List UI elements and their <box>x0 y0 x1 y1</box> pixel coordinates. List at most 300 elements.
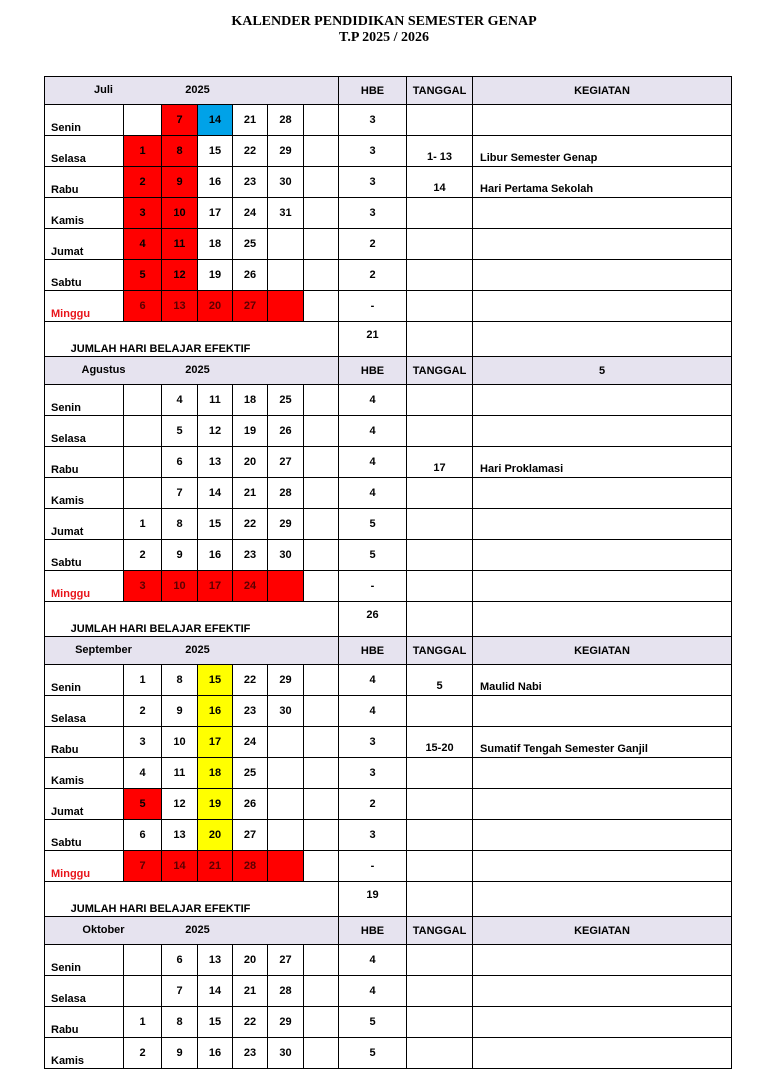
hbe-cell: 3 <box>339 105 407 136</box>
date-cell: 11 <box>198 385 233 416</box>
date-cell <box>304 260 339 291</box>
date-cell: 4 <box>162 385 198 416</box>
day-name: Jumat <box>45 229 124 260</box>
tanggal-cell <box>407 478 473 509</box>
date-cell: 13 <box>198 945 233 976</box>
date-cell: 3 <box>124 571 162 602</box>
date-cell: 30 <box>268 696 304 727</box>
date-cell: 27 <box>233 291 268 322</box>
hbe-cell: 5 <box>339 509 407 540</box>
date-cell: 29 <box>268 665 304 696</box>
date-cell: 21 <box>233 478 268 509</box>
hbe-cell: 3 <box>339 136 407 167</box>
date-cell: 3 <box>124 727 162 758</box>
day-name: Kamis <box>45 1038 124 1069</box>
tanggal-cell: 1- 13 <box>407 136 473 167</box>
date-cell <box>304 291 339 322</box>
date-cell: 28 <box>268 976 304 1007</box>
date-cell: 31 <box>268 198 304 229</box>
kegiatan-cell <box>473 851 732 882</box>
date-cell: 5 <box>162 416 198 447</box>
tanggal-cell <box>407 945 473 976</box>
hbe-cell: 3 <box>339 820 407 851</box>
date-cell: 22 <box>233 665 268 696</box>
kegiatan-header: KEGIATAN <box>473 917 732 945</box>
date-cell: 24 <box>233 727 268 758</box>
day-row <box>45 229 732 260</box>
date-cell: 25 <box>233 758 268 789</box>
hbe-cell: 4 <box>339 447 407 478</box>
date-cell <box>304 105 339 136</box>
day-row <box>45 291 732 322</box>
date-cell: 10 <box>162 571 198 602</box>
date-cell <box>124 976 162 1007</box>
day-name: Rabu <box>45 1007 124 1038</box>
date-cell <box>304 198 339 229</box>
kegiatan-cell: Libur Semester Genap <box>473 136 732 167</box>
summary-row <box>45 322 732 357</box>
hbe-cell: 3 <box>339 727 407 758</box>
date-cell: 29 <box>268 509 304 540</box>
day-row <box>45 478 732 509</box>
tanggal-cell: 14 <box>407 167 473 198</box>
summary-tanggal <box>407 322 473 357</box>
hbe-cell: 4 <box>339 696 407 727</box>
day-row <box>45 1038 732 1069</box>
date-cell: 15 <box>198 665 233 696</box>
tanggal-cell <box>407 105 473 136</box>
day-name: Selasa <box>45 136 124 167</box>
kegiatan-cell <box>473 945 732 976</box>
date-cell: 13 <box>162 291 198 322</box>
day-name: Sabtu <box>45 540 124 571</box>
date-cell: 26 <box>233 260 268 291</box>
day-row <box>45 540 732 571</box>
hbe-cell: 5 <box>339 540 407 571</box>
date-cell <box>304 851 339 882</box>
date-cell <box>304 571 339 602</box>
date-cell: 21 <box>198 851 233 882</box>
date-cell <box>268 789 304 820</box>
summary-label: JUMLAH HARI BELAJAR EFEKTIF <box>45 602 339 637</box>
date-cell <box>124 416 162 447</box>
kegiatan-cell <box>473 571 732 602</box>
hbe-cell: 4 <box>339 976 407 1007</box>
kegiatan-cell <box>473 1038 732 1069</box>
date-cell: 28 <box>268 478 304 509</box>
hbe-cell: 3 <box>339 167 407 198</box>
tanggal-cell <box>407 291 473 322</box>
date-cell: 2 <box>124 540 162 571</box>
day-name: Kamis <box>45 758 124 789</box>
tanggal-cell <box>407 260 473 291</box>
hbe-cell: 3 <box>339 758 407 789</box>
tanggal-header: TANGGAL <box>407 357 473 385</box>
date-cell: 6 <box>162 447 198 478</box>
date-cell <box>268 851 304 882</box>
kegiatan-header: KEGIATAN <box>473 637 732 665</box>
kegiatan-cell <box>473 385 732 416</box>
tanggal-cell <box>407 540 473 571</box>
kegiatan-cell <box>473 198 732 229</box>
document-title: KALENDER PENDIDIKAN SEMESTER GENAP <box>231 14 537 29</box>
kegiatan-cell <box>473 291 732 322</box>
month-header <box>45 357 339 385</box>
tanggal-header: TANGGAL <box>407 637 473 665</box>
day-name: Minggu <box>45 571 124 602</box>
date-cell: 16 <box>198 696 233 727</box>
calendar-table <box>44 76 732 1069</box>
date-cell: 7 <box>162 478 198 509</box>
tanggal-cell <box>407 1007 473 1038</box>
date-cell: 14 <box>162 851 198 882</box>
day-row <box>45 665 732 696</box>
date-cell: 10 <box>162 727 198 758</box>
tanggal-cell <box>407 571 473 602</box>
tanggal-header: TANGGAL <box>407 77 473 105</box>
hbe-cell: 2 <box>339 260 407 291</box>
summary-total: 21 <box>339 322 407 357</box>
date-cell <box>124 385 162 416</box>
date-cell: 15 <box>198 136 233 167</box>
day-row <box>45 105 732 136</box>
date-cell: 4 <box>124 229 162 260</box>
date-cell <box>304 789 339 820</box>
kegiatan-cell <box>473 105 732 136</box>
date-cell: 18 <box>198 229 233 260</box>
day-row <box>45 976 732 1007</box>
date-cell <box>304 976 339 1007</box>
date-cell: 17 <box>198 727 233 758</box>
month-year: 2025 <box>185 84 210 96</box>
day-row <box>45 851 732 882</box>
date-cell: 5 <box>124 789 162 820</box>
date-cell: 3 <box>124 198 162 229</box>
date-cell: 20 <box>233 945 268 976</box>
kegiatan-cell <box>473 478 732 509</box>
date-cell: 25 <box>268 385 304 416</box>
day-row <box>45 416 732 447</box>
date-cell <box>304 1038 339 1069</box>
day-name: Selasa <box>45 976 124 1007</box>
day-name: Jumat <box>45 789 124 820</box>
date-cell: 9 <box>162 1038 198 1069</box>
date-cell <box>304 665 339 696</box>
date-cell: 30 <box>268 540 304 571</box>
tanggal-cell <box>407 1038 473 1069</box>
kegiatan-cell: Maulid Nabi <box>473 665 732 696</box>
date-cell: 22 <box>233 1007 268 1038</box>
hbe-cell: 4 <box>339 385 407 416</box>
kegiatan-cell <box>473 758 732 789</box>
date-cell: 12 <box>198 416 233 447</box>
month-name: Agustus <box>81 364 126 376</box>
kegiatan-cell: Hari Proklamasi <box>473 447 732 478</box>
day-name: Jumat <box>45 509 124 540</box>
month-header <box>45 637 339 665</box>
summary-kegiatan <box>473 602 732 637</box>
hbe-header: HBE <box>339 357 407 385</box>
hbe-cell: - <box>339 291 407 322</box>
date-cell <box>124 105 162 136</box>
date-cell: 16 <box>198 1038 233 1069</box>
kegiatan-cell: Hari Pertama Sekolah <box>473 167 732 198</box>
summary-total: 26 <box>339 602 407 637</box>
date-cell: 29 <box>268 1007 304 1038</box>
hbe-cell: - <box>339 571 407 602</box>
day-row <box>45 571 732 602</box>
date-cell: 17 <box>198 198 233 229</box>
summary-total: 19 <box>339 882 407 917</box>
date-cell: 2 <box>124 696 162 727</box>
tanggal-cell: 5 <box>407 665 473 696</box>
date-cell: 26 <box>233 789 268 820</box>
date-cell: 27 <box>233 820 268 851</box>
date-cell: 22 <box>233 509 268 540</box>
month-header-row <box>45 357 732 385</box>
date-cell <box>124 945 162 976</box>
date-cell <box>268 260 304 291</box>
month-year: 2025 <box>185 644 210 656</box>
date-cell <box>268 229 304 260</box>
tanggal-cell <box>407 696 473 727</box>
hbe-cell: 5 <box>339 1038 407 1069</box>
date-cell: 11 <box>162 758 198 789</box>
date-cell: 25 <box>233 229 268 260</box>
date-cell <box>304 167 339 198</box>
kegiatan-cell <box>473 976 732 1007</box>
summary-tanggal <box>407 602 473 637</box>
day-name: Rabu <box>45 167 124 198</box>
date-cell: 7 <box>162 976 198 1007</box>
day-name: Senin <box>45 945 124 976</box>
date-cell: 12 <box>162 789 198 820</box>
date-cell: 5 <box>124 260 162 291</box>
date-cell: 4 <box>124 758 162 789</box>
date-cell: 23 <box>233 540 268 571</box>
tanggal-cell <box>407 385 473 416</box>
kegiatan-cell <box>473 509 732 540</box>
tanggal-cell: 15-20 <box>407 727 473 758</box>
tanggal-cell <box>407 851 473 882</box>
day-row <box>45 167 732 198</box>
date-cell: 21 <box>233 105 268 136</box>
date-cell: 9 <box>162 540 198 571</box>
date-cell: 8 <box>162 509 198 540</box>
day-name: Kamis <box>45 198 124 229</box>
tanggal-cell <box>407 758 473 789</box>
date-cell: 6 <box>162 945 198 976</box>
summary-label: JUMLAH HARI BELAJAR EFEKTIF <box>45 882 339 917</box>
date-cell <box>304 945 339 976</box>
day-row <box>45 696 732 727</box>
date-cell <box>268 758 304 789</box>
date-cell: 24 <box>233 571 268 602</box>
hbe-cell: 4 <box>339 416 407 447</box>
date-cell: 23 <box>233 167 268 198</box>
date-cell: 16 <box>198 540 233 571</box>
day-row <box>45 136 732 167</box>
month-header-row <box>45 637 732 665</box>
date-cell: 18 <box>198 758 233 789</box>
date-cell: 1 <box>124 509 162 540</box>
summary-label: JUMLAH HARI BELAJAR EFEKTIF <box>45 322 339 357</box>
kegiatan-cell <box>473 260 732 291</box>
tanggal-cell <box>407 198 473 229</box>
date-cell: 27 <box>268 447 304 478</box>
day-name: Senin <box>45 385 124 416</box>
date-cell <box>304 509 339 540</box>
day-name: Selasa <box>45 416 124 447</box>
date-cell: 18 <box>233 385 268 416</box>
day-name: Sabtu <box>45 820 124 851</box>
date-cell <box>304 478 339 509</box>
hbe-header: HBE <box>339 77 407 105</box>
date-cell: 29 <box>268 136 304 167</box>
summary-tanggal <box>407 882 473 917</box>
hbe-cell: 4 <box>339 665 407 696</box>
day-name: Rabu <box>45 727 124 758</box>
date-cell: 7 <box>162 105 198 136</box>
date-cell: 9 <box>162 696 198 727</box>
date-cell: 20 <box>198 820 233 851</box>
day-row <box>45 260 732 291</box>
date-cell <box>268 727 304 758</box>
date-cell: 13 <box>198 447 233 478</box>
date-cell: 30 <box>268 1038 304 1069</box>
date-cell: 28 <box>233 851 268 882</box>
date-cell <box>304 136 339 167</box>
hbe-cell: 3 <box>339 198 407 229</box>
date-cell: 7 <box>124 851 162 882</box>
hbe-header: HBE <box>339 637 407 665</box>
tanggal-cell <box>407 820 473 851</box>
date-cell: 11 <box>162 229 198 260</box>
tanggal-cell <box>407 416 473 447</box>
date-cell <box>124 447 162 478</box>
month-name: Juli <box>94 84 113 96</box>
kegiatan-header: 5 <box>473 357 732 385</box>
month-header <box>45 77 339 105</box>
date-cell: 15 <box>198 1007 233 1038</box>
kegiatan-cell: Sumatif Tengah Semester Ganjil <box>473 727 732 758</box>
tanggal-cell: 17 <box>407 447 473 478</box>
kegiatan-cell <box>473 789 732 820</box>
date-cell: 26 <box>268 416 304 447</box>
date-cell <box>304 229 339 260</box>
date-cell <box>124 478 162 509</box>
month-header-row <box>45 77 732 105</box>
day-row <box>45 758 732 789</box>
kegiatan-cell <box>473 416 732 447</box>
date-cell <box>304 1007 339 1038</box>
day-name: Minggu <box>45 291 124 322</box>
date-cell: 19 <box>233 416 268 447</box>
date-cell <box>304 416 339 447</box>
hbe-header: HBE <box>339 917 407 945</box>
date-cell: 19 <box>198 260 233 291</box>
date-cell: 24 <box>233 198 268 229</box>
kegiatan-header: KEGIATAN <box>473 77 732 105</box>
date-cell <box>268 820 304 851</box>
month-header-row <box>45 917 732 945</box>
day-row <box>45 509 732 540</box>
date-cell <box>304 447 339 478</box>
tanggal-header: TANGGAL <box>407 917 473 945</box>
kegiatan-cell <box>473 540 732 571</box>
day-name: Sabtu <box>45 260 124 291</box>
date-cell: 20 <box>198 291 233 322</box>
day-row <box>45 385 732 416</box>
kegiatan-cell <box>473 229 732 260</box>
month-header <box>45 917 339 945</box>
day-row <box>45 198 732 229</box>
date-cell: 21 <box>233 976 268 1007</box>
hbe-cell: 2 <box>339 229 407 260</box>
kegiatan-cell <box>473 820 732 851</box>
date-cell: 12 <box>162 260 198 291</box>
date-cell <box>268 291 304 322</box>
day-name: Rabu <box>45 447 124 478</box>
date-cell: 14 <box>198 976 233 1007</box>
date-cell: 8 <box>162 136 198 167</box>
date-cell: 23 <box>233 1038 268 1069</box>
day-row <box>45 789 732 820</box>
date-cell <box>304 385 339 416</box>
date-cell: 10 <box>162 198 198 229</box>
date-cell: 27 <box>268 945 304 976</box>
date-cell: 28 <box>268 105 304 136</box>
day-row <box>45 820 732 851</box>
date-cell <box>268 571 304 602</box>
hbe-cell: 4 <box>339 945 407 976</box>
day-name: Selasa <box>45 696 124 727</box>
date-cell <box>304 758 339 789</box>
date-cell: 1 <box>124 136 162 167</box>
summary-row <box>45 602 732 637</box>
kegiatan-cell <box>473 1007 732 1038</box>
day-row <box>45 447 732 478</box>
hbe-cell: 4 <box>339 478 407 509</box>
date-cell: 1 <box>124 1007 162 1038</box>
document-subtitle: T.P 2025 / 2026 <box>339 30 429 45</box>
date-cell: 2 <box>124 1038 162 1069</box>
tanggal-cell <box>407 976 473 1007</box>
tanggal-cell <box>407 509 473 540</box>
date-cell <box>304 820 339 851</box>
date-cell: 1 <box>124 665 162 696</box>
date-cell: 17 <box>198 571 233 602</box>
date-cell: 19 <box>198 789 233 820</box>
day-row <box>45 945 732 976</box>
month-name: Oktober <box>82 924 125 936</box>
date-cell: 13 <box>162 820 198 851</box>
date-cell <box>304 540 339 571</box>
hbe-cell: 5 <box>339 1007 407 1038</box>
date-cell: 22 <box>233 136 268 167</box>
day-row <box>45 727 732 758</box>
month-name: September <box>75 644 132 656</box>
date-cell <box>304 696 339 727</box>
date-cell: 15 <box>198 509 233 540</box>
date-cell: 2 <box>124 167 162 198</box>
date-cell <box>304 727 339 758</box>
date-cell: 20 <box>233 447 268 478</box>
kegiatan-cell <box>473 696 732 727</box>
day-name: Senin <box>45 105 124 136</box>
hbe-cell: 2 <box>339 789 407 820</box>
date-cell: 6 <box>124 820 162 851</box>
